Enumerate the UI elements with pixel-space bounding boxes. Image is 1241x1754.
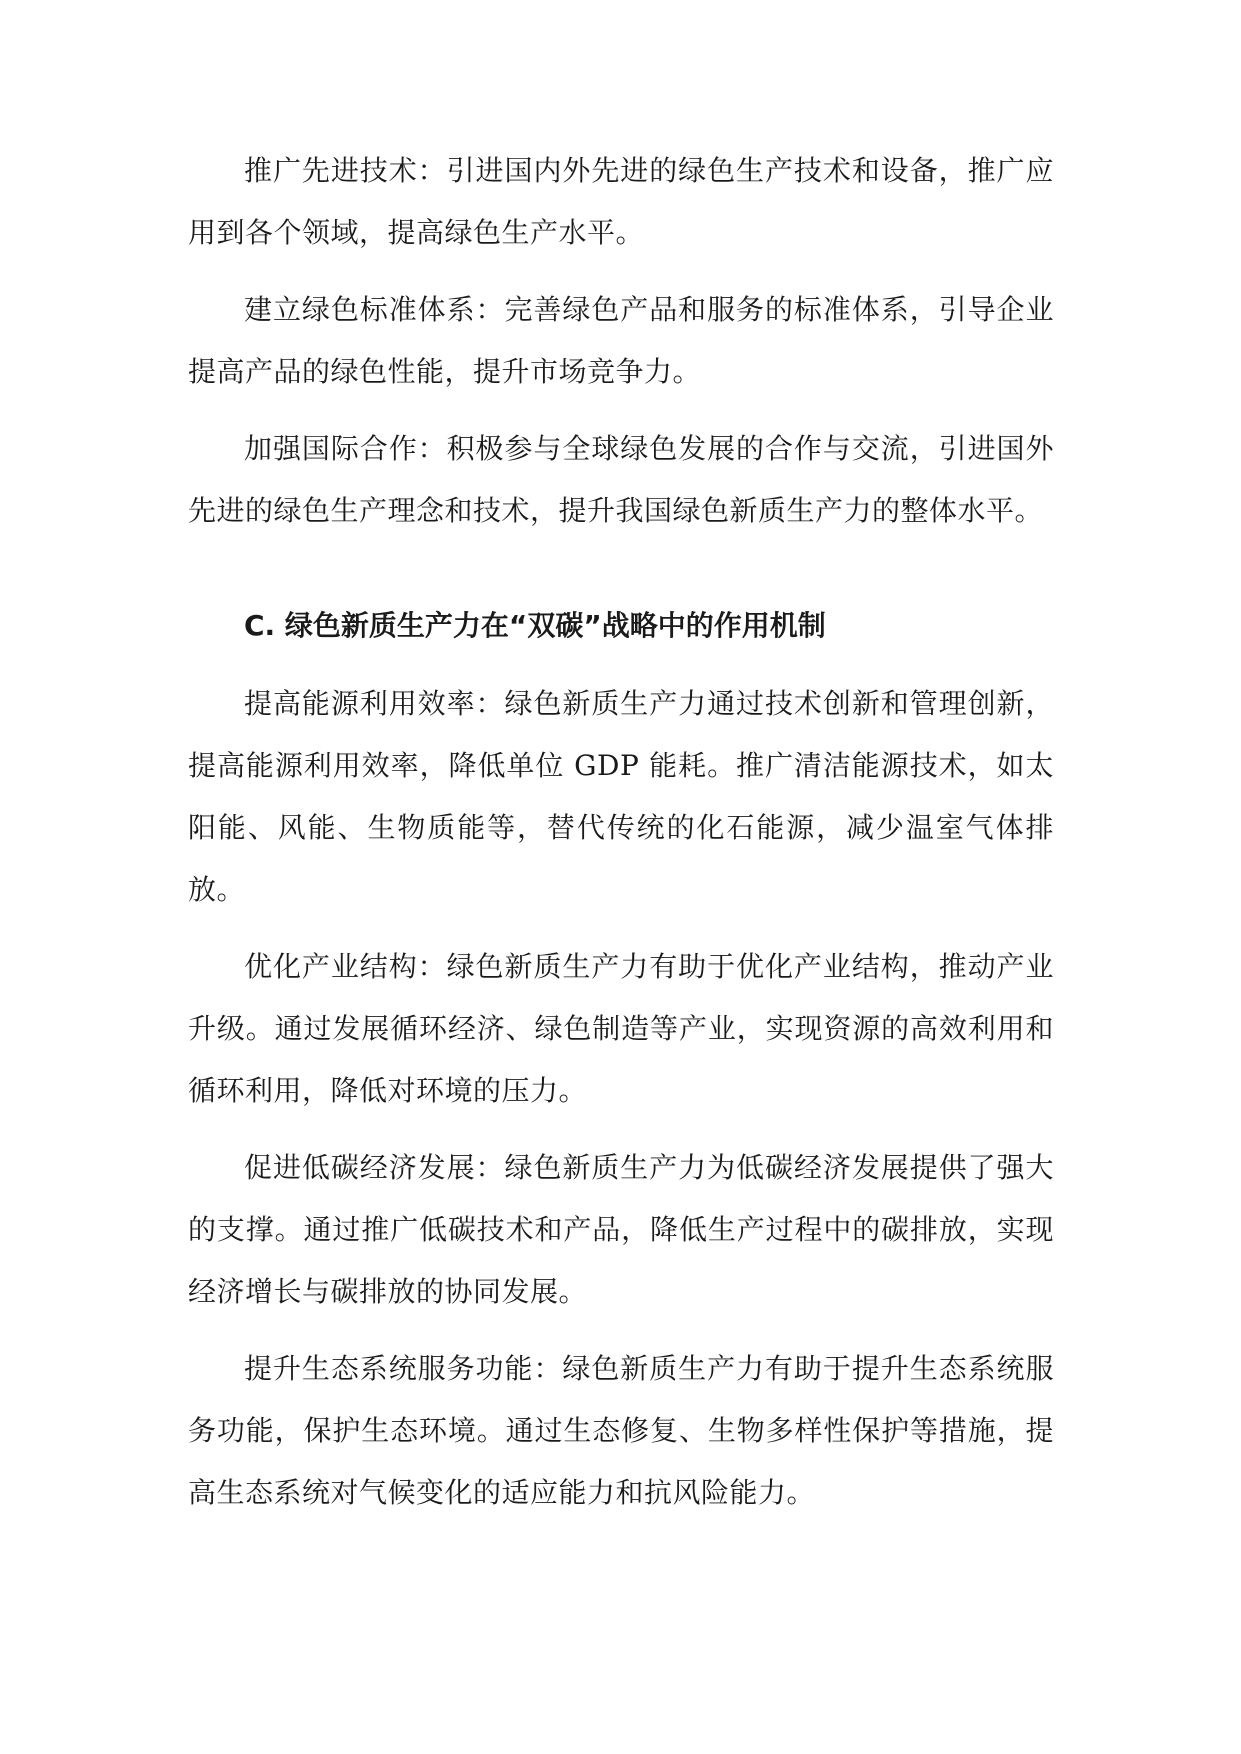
paragraph-industrial-structure: 优化产业结构：绿色新质生产力有助于优化产业结构，推动产业升级。通过发展循环经济、绿色制造等产业，实现资源的高效利用和循环利用，降低对环境的压力。 — [188, 950, 1054, 1107]
section-heading: C. 绿色新质生产力在“双碳”战略中的作用机制 — [244, 609, 826, 642]
paragraph-green-standards: 建立绿色标准体系：完善绿色产品和服务的标准体系，引导企业提高产品的绿色性能，提升市场竞争力。 — [188, 293, 1054, 388]
paragraph-energy-efficiency: 提高能源利用效率：绿色新质生产力通过技术创新和管理创新，提高能源利用效率，降低单位 GDP 能耗。推广清洁能源技术，如太阳能、风能、生物质能等，替代传统的化石能源，减少温室气体排放。 — [188, 687, 1054, 906]
paragraph-promote-technology: 推广先进技术：引进国内外先进的绿色生产技术和设备，推广应用到各个领域，提高绿色生产水平。 — [188, 154, 1054, 249]
paragraph-ecosystem-services: 提升生态系统服务功能：绿色新质生产力有助于提升生态系统服务功能，保护生态环境。通过生态修复、生物多样性保护等措施，提高生态系统对气候变化的适应能力和抗风险能力。 — [188, 1352, 1054, 1509]
paragraph-international-cooperation: 加强国际合作：积极参与全球绿色发展的合作与交流，引进国外先进的绿色生产理念和技术，提升我国绿色新质生产力的整体水平。 — [188, 432, 1054, 527]
paragraph-low-carbon-economy: 促进低碳经济发展：绿色新质生产力为低碳经济发展提供了强大的支撑。通过推广低碳技术和产品，降低生产过程中的碳排放，实现经济增长与碳排放的协同发展。 — [188, 1151, 1054, 1308]
document-body — [188, 140, 1054, 1524]
